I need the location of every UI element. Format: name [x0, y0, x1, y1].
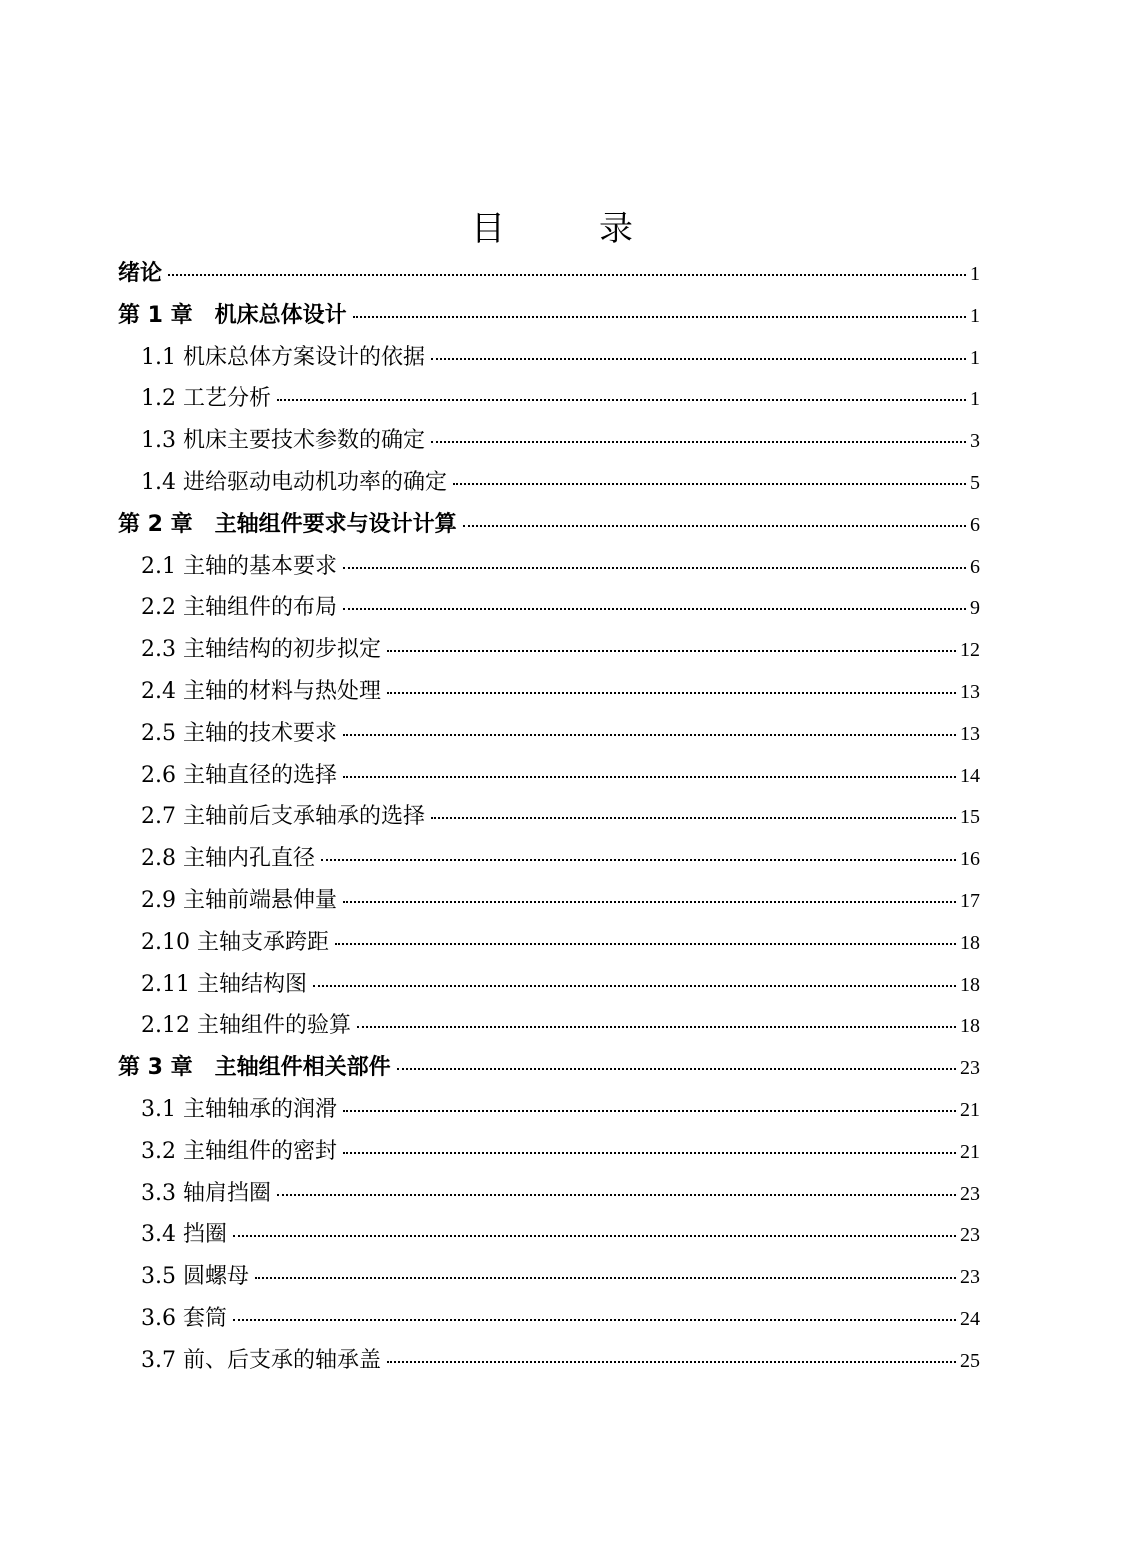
- toc-section-entry[interactable]: [141, 1260, 980, 1294]
- toc-dot-leader: [277, 399, 966, 401]
- toc-dot-leader: [353, 316, 966, 318]
- toc-page-number: 13: [960, 723, 980, 745]
- toc-page-number: 3: [970, 430, 980, 452]
- toc-section-entry[interactable]: [141, 675, 980, 709]
- toc-dot-leader: [343, 734, 956, 736]
- toc-section-entry[interactable]: [141, 341, 980, 375]
- toc-section-entry[interactable]: [141, 968, 980, 1002]
- toc-dot-leader: [387, 650, 956, 652]
- toc-entry-label: 2.12 主轴组件的验算: [141, 1013, 351, 1038]
- toc-entry-label: 2.10 主轴支承跨距: [141, 930, 329, 955]
- toc-dot-leader: [168, 274, 966, 276]
- toc-page-number: 14: [960, 765, 980, 787]
- toc-page-number: 15: [960, 806, 980, 828]
- toc-page-number: 9: [970, 597, 980, 619]
- toc-section-entry[interactable]: [141, 633, 980, 667]
- toc-section-entry[interactable]: [141, 842, 980, 876]
- toc-chapter-entry[interactable]: [118, 1051, 980, 1085]
- toc-page-number: 23: [960, 1057, 980, 1079]
- toc-entry-label: 3.1 主轴轴承的润滑: [141, 1097, 337, 1122]
- toc-entry-label: 2.5 主轴的技术要求: [141, 721, 337, 746]
- toc-section-entry[interactable]: [141, 800, 980, 834]
- toc-dot-leader: [343, 1110, 956, 1112]
- toc-page-number: 23: [960, 1224, 980, 1246]
- toc-entry-label: 3.5 圆螺母: [141, 1264, 249, 1289]
- toc-section-entry[interactable]: [141, 1009, 980, 1043]
- toc-entry-label: 第 1 章 机床总体设计: [118, 303, 347, 328]
- toc-page-number: 18: [960, 974, 980, 996]
- toc-section-entry[interactable]: [141, 1218, 980, 1252]
- toc-dot-leader: [343, 776, 956, 778]
- toc-section-entry[interactable]: [141, 466, 980, 500]
- toc-dot-leader: [453, 483, 966, 485]
- toc-entry-label: 1.4 进给驱动电动机功率的确定: [141, 470, 447, 495]
- toc-entry-label: 2.11 主轴结构图: [141, 972, 307, 997]
- toc-page-number: 17: [960, 890, 980, 912]
- toc-page-number: 1: [970, 388, 980, 410]
- toc-section-entry[interactable]: [141, 717, 980, 751]
- toc-section-entry[interactable]: [141, 424, 980, 458]
- toc-section-entry[interactable]: [141, 884, 980, 918]
- toc-page-number: 1: [970, 263, 980, 285]
- toc-entry-label: 第 2 章 主轴组件要求与设计计算: [118, 512, 457, 537]
- toc-page-number: 16: [960, 848, 980, 870]
- toc-page-number: 25: [960, 1350, 980, 1372]
- toc-entry-label: 第 3 章 主轴组件相关部件: [118, 1055, 391, 1080]
- toc-dot-leader: [233, 1319, 956, 1321]
- toc-page-number: 23: [960, 1183, 980, 1205]
- toc-page-number: 21: [960, 1141, 980, 1163]
- toc-section-entry[interactable]: [141, 591, 980, 625]
- toc-dot-leader: [277, 1194, 956, 1196]
- toc-section-entry[interactable]: [141, 1135, 980, 1169]
- toc-page-number: 5: [970, 472, 980, 494]
- toc-section-entry[interactable]: [141, 759, 980, 793]
- toc-entry-label: 1.1 机床总体方案设计的依据: [141, 345, 425, 370]
- toc-entry-label: 2.6 主轴直径的选择: [141, 763, 337, 788]
- toc-entry-label: 2.1 主轴的基本要求: [141, 554, 337, 579]
- toc-entry-label: 2.4 主轴的材料与热处理: [141, 679, 381, 704]
- toc-dot-leader: [335, 943, 956, 945]
- toc-entry-label: 2.9 主轴前端悬伸量: [141, 888, 337, 913]
- toc-entry-label: 2.7 主轴前后支承轴承的选择: [141, 804, 425, 829]
- toc-dot-leader: [321, 859, 956, 861]
- toc-page-number: 24: [960, 1308, 980, 1330]
- toc-chapter-entry[interactable]: [118, 299, 980, 333]
- toc-page-number: 23: [960, 1266, 980, 1288]
- toc-page-number: 13: [960, 681, 980, 703]
- toc-dot-leader: [233, 1235, 956, 1237]
- toc-dot-leader: [397, 1068, 956, 1070]
- toc-entry-label: 2.2 主轴组件的布局: [141, 595, 337, 620]
- toc-entry-label: 1.3 机床主要技术参数的确定: [141, 428, 425, 453]
- toc-dot-leader: [343, 901, 956, 903]
- toc-entry-label: 3.6 套筒: [141, 1306, 227, 1331]
- toc-section-entry[interactable]: [141, 1344, 980, 1378]
- toc-page-number: 21: [960, 1099, 980, 1121]
- toc-section-entry[interactable]: [141, 382, 980, 416]
- toc-dot-leader: [387, 692, 956, 694]
- toc-chapter-entry[interactable]: [118, 257, 980, 291]
- toc-page-number: 1: [970, 347, 980, 369]
- toc-page-number: 18: [960, 932, 980, 954]
- toc-dot-leader: [343, 1152, 956, 1154]
- toc-dot-leader: [255, 1277, 956, 1279]
- toc-section-entry[interactable]: [141, 1177, 980, 1211]
- toc-section-entry[interactable]: [141, 926, 980, 960]
- toc-section-entry[interactable]: [141, 550, 980, 584]
- toc-section-entry[interactable]: [141, 1302, 980, 1336]
- toc-page-number: 18: [960, 1015, 980, 1037]
- toc-entry-label: 2.8 主轴内孔直径: [141, 846, 315, 871]
- toc-dot-leader: [431, 441, 966, 443]
- toc-dot-leader: [431, 817, 956, 819]
- toc-page-number: 1: [970, 305, 980, 327]
- toc-entry-label: 3.3 轴肩挡圈: [141, 1181, 271, 1206]
- toc-title: 目 录: [471, 209, 663, 249]
- toc-dot-leader: [431, 358, 966, 360]
- toc-entry-label: 3.4 挡圈: [141, 1222, 227, 1247]
- toc-page-number: 6: [970, 556, 980, 578]
- toc-entry-label: 1.2 工艺分析: [141, 386, 271, 411]
- toc-dot-leader: [343, 608, 966, 610]
- toc-page-number: 12: [960, 639, 980, 661]
- toc-dot-leader: [313, 985, 956, 987]
- toc-chapter-entry[interactable]: [118, 508, 980, 542]
- toc-entry-label: 3.2 主轴组件的密封: [141, 1139, 337, 1164]
- toc-page-number: 6: [970, 514, 980, 536]
- toc-section-entry[interactable]: [141, 1093, 980, 1127]
- toc-dot-leader: [387, 1361, 956, 1363]
- toc-entry-label: 3.7 前、后支承的轴承盖: [141, 1348, 381, 1373]
- toc-dot-leader: [343, 567, 966, 569]
- toc-entry-label: 绪论: [118, 261, 163, 286]
- toc-dot-leader: [357, 1026, 956, 1028]
- toc-entry-label: 2.3 主轴结构的初步拟定: [141, 637, 381, 662]
- toc-dot-leader: [463, 525, 966, 527]
